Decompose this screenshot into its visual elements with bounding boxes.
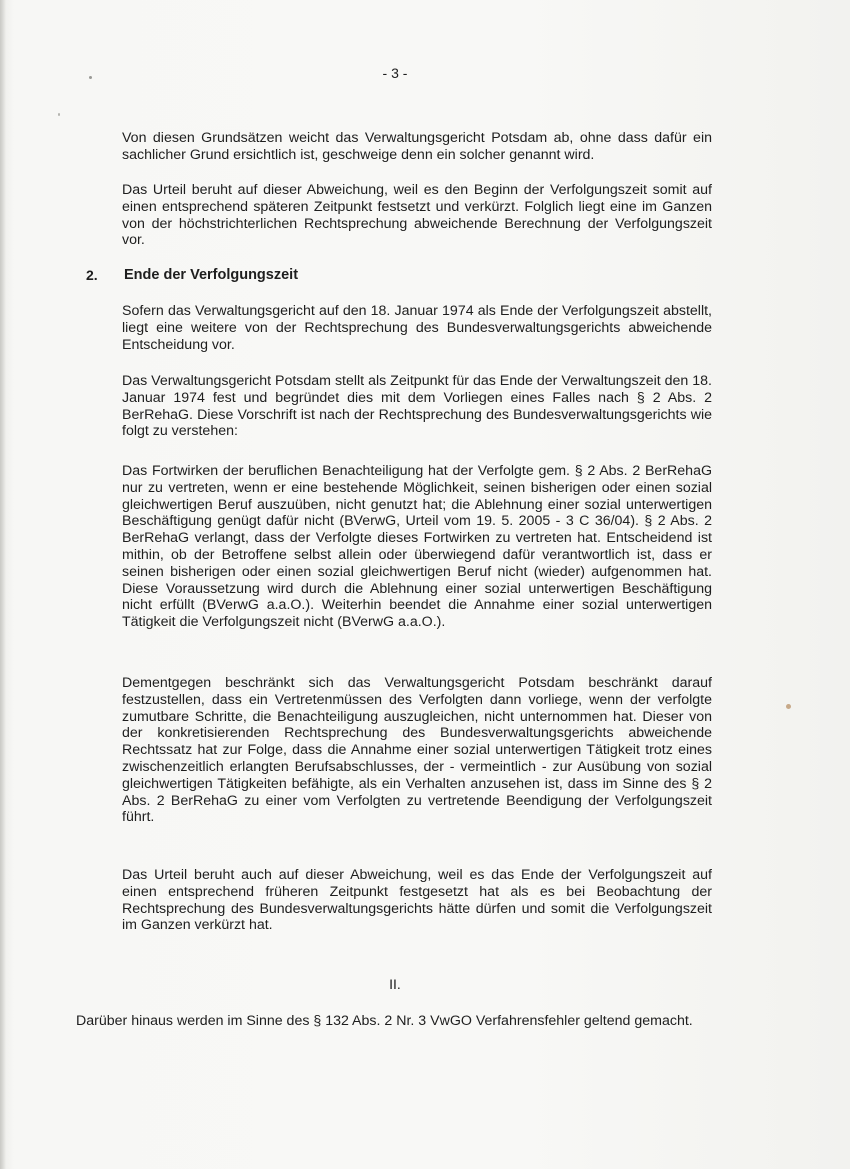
section-number: 2. [86,267,98,283]
paragraph-procedural-errors: Darüber hinaus werden im Sinne des § 132 Abs. 2 Nr. 3 VwGO Verfahrensfehler geltend gemacht. [76,1013,693,1029]
page-number: - 3 - [382,65,408,81]
section-title: Ende der Verfolgungszeit [124,267,299,283]
scan-speck [786,704,791,709]
paragraph-contrary-holding: Dementgegen beschränkt sich das Verwaltungsgericht Potsdam beschränkt darauf festzustellen, dass ein Vertretenmüssen des Verfolgten dann vorliege, wenn der verfolgte zumutbare Schritte, die Benachteiligung auszugleichen, nicht unternommen hat. Dieser von der konkretisierenden Rechtsprechung des Bundesverwaltungsgerichts abweichende Rechtssatz hat zur Folge, dass die Annahme einer sozial unterwertigen Tätigkeit trotz eines zwischenzeitlich erlangten Berufsabschlusses, der - vermeintlich - zur Ausübung von sozial gleichwertigen Tätigkeiten befähigte, als ein Verhalten anzusehen ist, dass im Sinne des § 2 Abs. 2 BerRehaG zu einer vom Verfolgten zu vertretende Beendigung der Verfolgungszeit führt. [122,675,712,826]
scan-edge-shadow [0,0,6,1169]
paragraph-end-date: Sofern das Verwaltungsgericht auf den 18. Januar 1974 als Ende der Verfolgungszeit abstellt, liegt eine weitere von der Rechtsprechung des Bundesverwaltungsgerichts abweichende Entscheidung vor. [122,303,712,353]
scan-speck [58,113,60,116]
paragraph-case-law: Das Fortwirken der beruflichen Benachteiligung hat der Verfolgte gem. § 2 Abs. 2 BerRehaG nur zu vertreten, wenn er eine bestehende Möglichkeit, seinen bisherigen oder einen sozial gleichwertigen Beruf auszuüben, nicht genutzt hat; die Ablehnung einer sozial unterwertigen Beschäftigung genügt dafür nicht (BVerwG, Urteil vom 19. 5. 2005 - 3 C 36/04). § 2 Abs. 2 BerRehaG verlangt, dass der Verfolgte dieses Fortwirken zu vertreten hat. Entscheidend ist mithin, ob der Betroffene selbst allein oder überwiegend dafür verantwortlich ist, dass er seinen bisherigen oder einen sozial gleichwertigen Beruf nicht (wieder) aufgenommen hat. Diese Voraussetzung wird durch die Ablehnung einer sozial unterwertigen Beschäftigung nicht erfüllt (BVerwG a.a.O.). Weiterhin beendet die Annahme einer sozial unterwertigen Tätigkeit die Verfolgungszeit nicht (BVerwG a.a.O.). [122,463,712,631]
paragraph-intro: Von diesen Grundsätzen weicht das Verwaltungsgericht Potsdam ab, ohne dass dafür ein sachlicher Grund ersichtlich ist, geschweige denn ein solcher genannt wird. [122,130,712,163]
section-heading-ii: II. [389,976,401,992]
paragraph-court-finding: Das Verwaltungsgericht Potsdam stellt als Zeitpunkt für das Ende der Verwaltungszeit den 18. Januar 1974 fest und begründet dies mit dem Vorliegen eines Falles nach § 2 Abs. 2 BerRehaG. Diese Vorschrift ist nach der Rechtsprechung des Bundesverwaltungsgerichts wie folgt zu verstehen: [122,373,712,440]
paragraph-consequence-begin: Das Urteil beruht auf dieser Abweichung, weil es den Beginn der Verfolgungszeit somit auf einen entsprechend späteren Zeitpunkt festsetzt und verkürzt. Folglich liegt eine im Ganzen von der höchstrichterlichen Rechtsprechung abweichende Berechnung der Verfolgungszeit vor. [122,182,712,249]
paragraph-consequence-end: Das Urteil beruht auch auf dieser Abweichung, weil es das Ende der Verfolgungszeit auf einen entsprechend früheren Zeitpunkt festgesetzt hat als es bei Beobachtung der Rechtsprechung des Bundesverwaltungsgerichts hätte dürfen und somit die Verfolgungszeit im Ganzen verkürzt hat. [122,867,712,934]
